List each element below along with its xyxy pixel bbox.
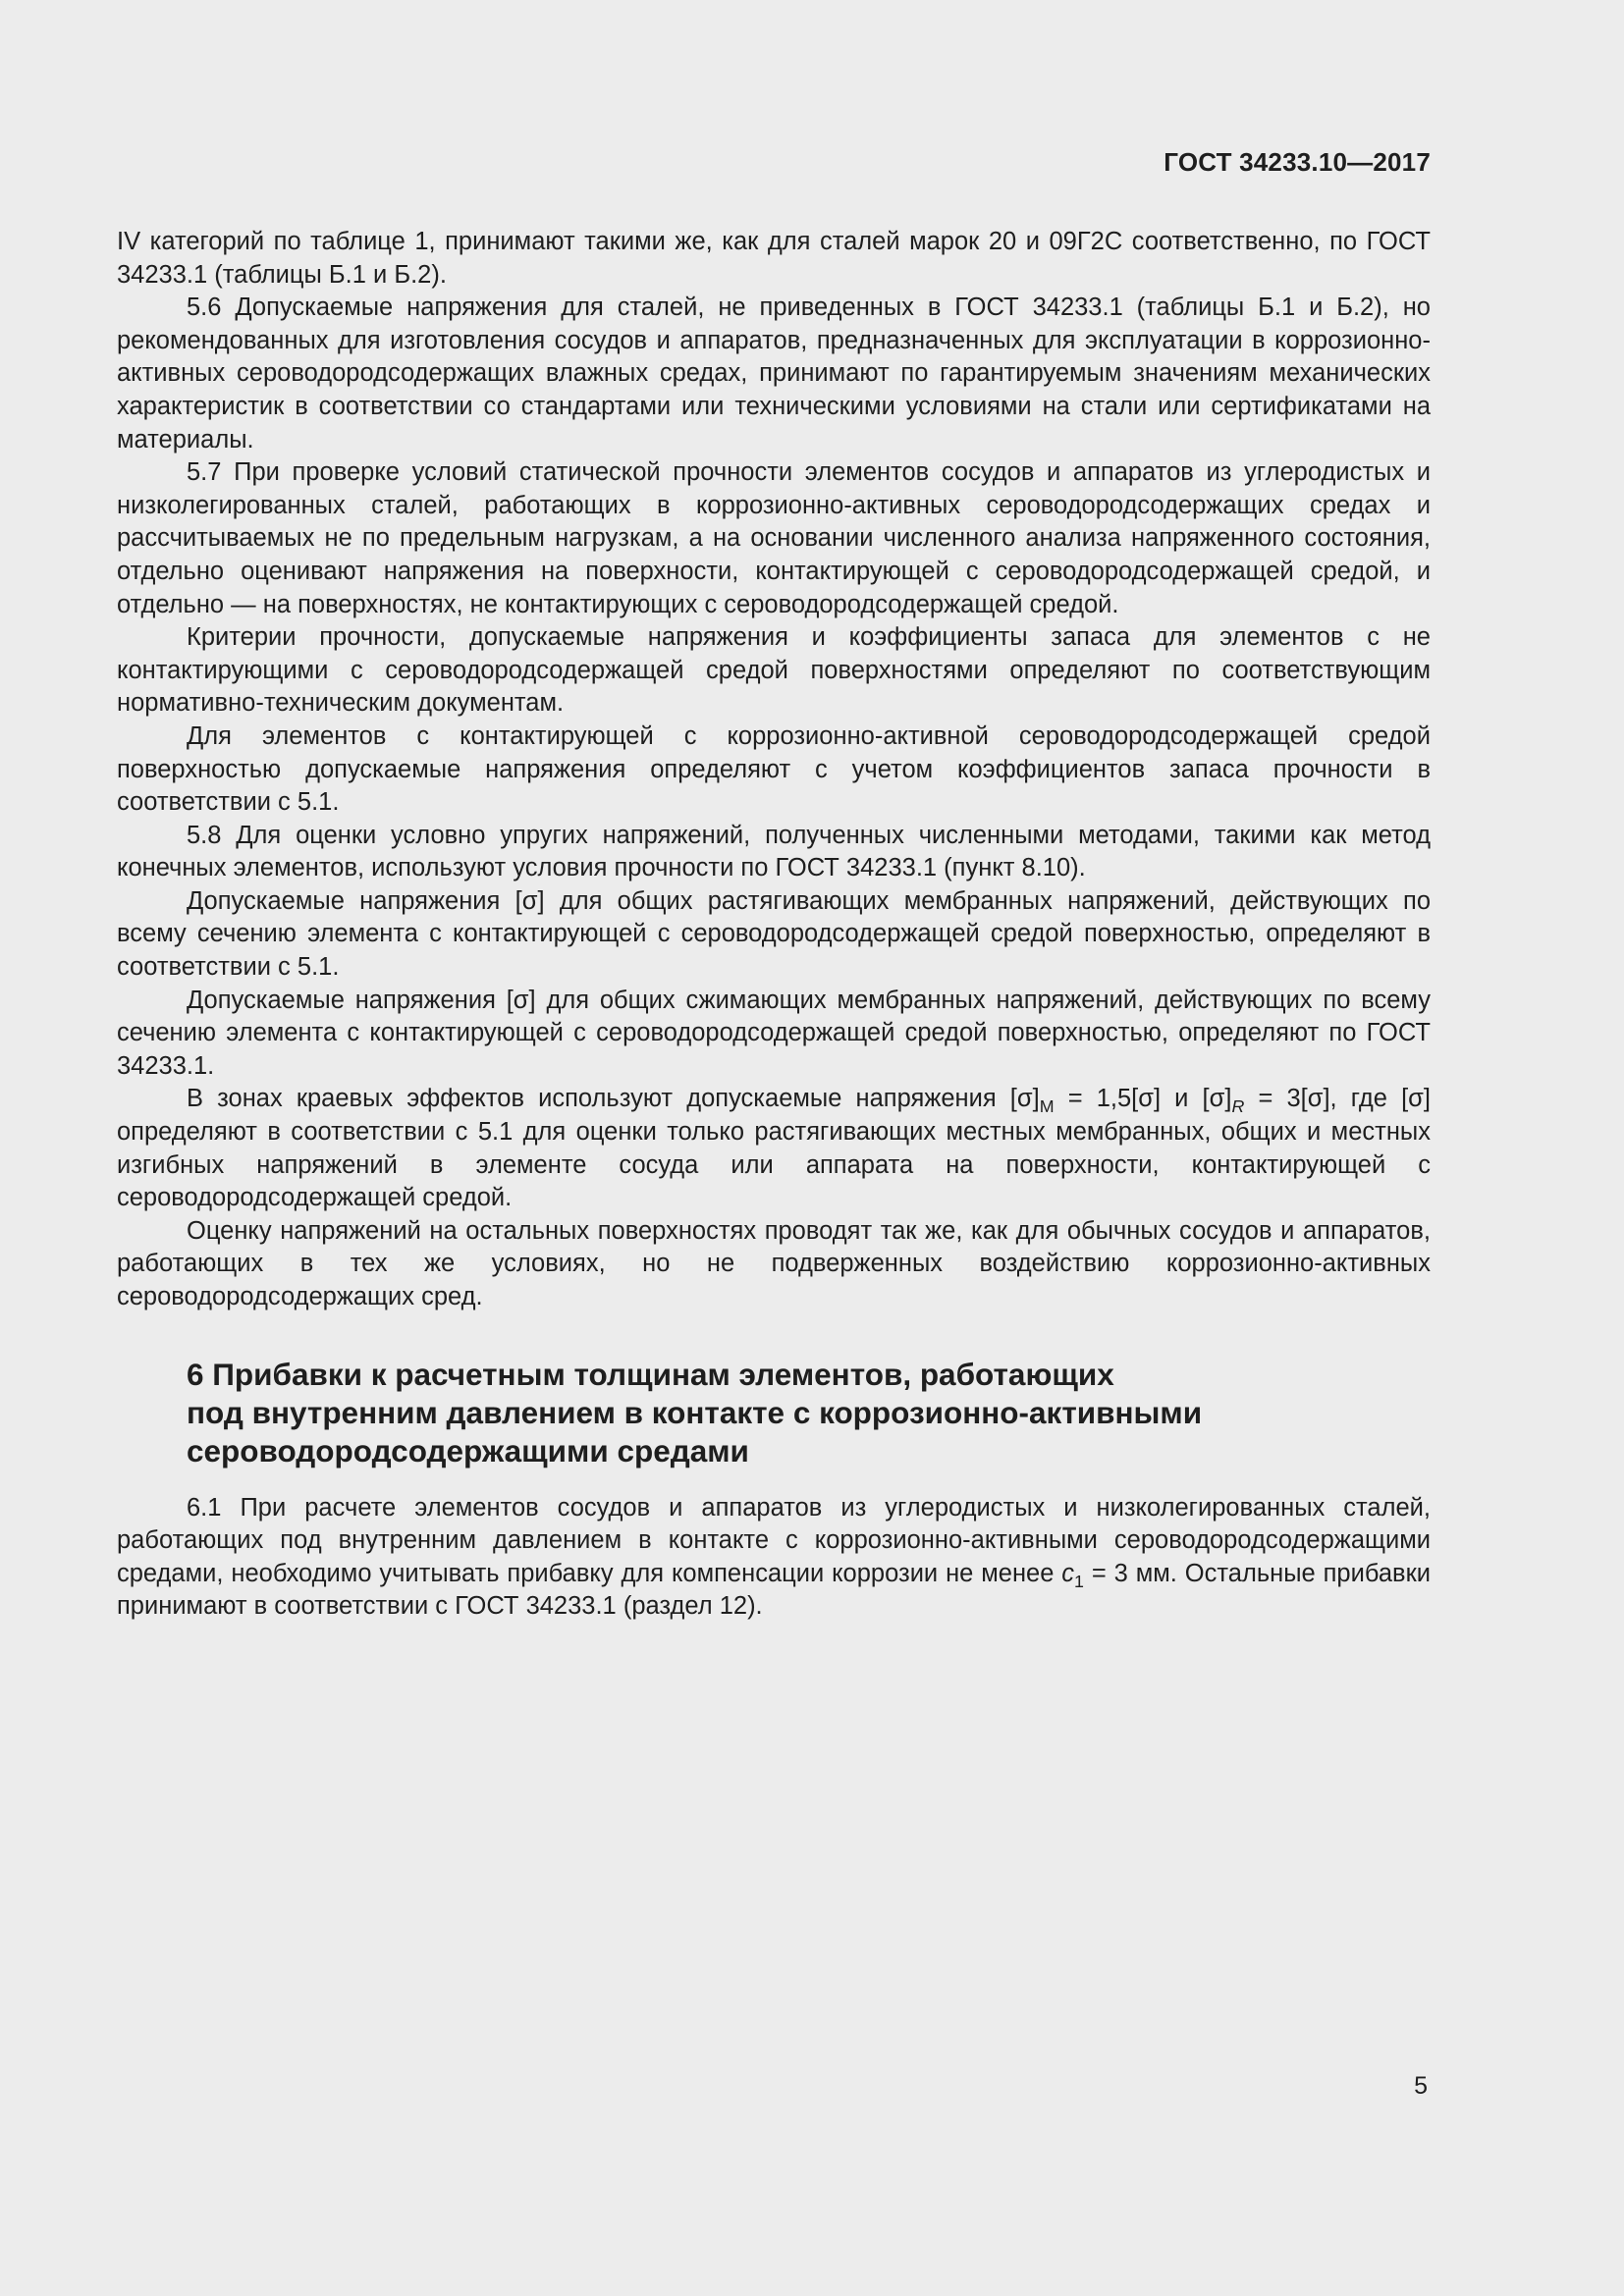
paragraph-edge-effects	[117, 1083, 1431, 1214]
subscript-r: R	[1231, 1096, 1245, 1117]
paragraph-6-1	[117, 1492, 1431, 1624]
document-header: ГОСТ 34233.10—2017	[1164, 147, 1431, 177]
page-body	[117, 226, 1431, 1624]
paragraph-6-1-text-1: 6.1 При расчете элементов сосудов и аппаратов из углеродистых и низколегированных сталей, работающих под внутренним давлением в контакте с коррозионно-активными сероводородсодержащими средами, необходимо учитывать прибавку для компенсации коррозии не менее	[117, 1493, 1431, 1587]
paragraph-6-1-text-2: = 3 мм. Остальные прибавки принимают в соответствии с ГОСТ 34233.1 (раздел 12).	[117, 1559, 1431, 1621]
edge-effects-text-2: = 1,5[σ] и [σ]	[1054, 1085, 1232, 1113]
subscript-1: 1	[1074, 1571, 1084, 1591]
paragraph-criteria: Критерии прочности, допускаемые напряжения и коэффициенты запаса для элементов с не контактирующими с сероводородсодержащей средой поверхностями определяют по соответствующим нормативно-техническим документам.	[117, 623, 1431, 718]
paragraph-continuation: IV категорий по таблице 1, принимают такими же, как для сталей марок 20 и 09Г2С соответственно, по ГОСТ 34233.1 (таблицы Б.1 и Б.2).	[117, 228, 1431, 289]
page-number: 5	[1414, 2072, 1428, 2100]
section-6-heading	[187, 1356, 1306, 1470]
paragraph-5-6: 5.6 Допускаемые напряжения для сталей, не приведенных в ГОСТ 34233.1 (таблицы Б.1 и Б.2), но рекомендованных для изготовления сосудов и аппаратов, предназначенных для эксплуатации в коррозионно-активных сероводородсодержащих влажных средах, принимают по гарантируемым значениям механических характеристик в соответствии со стандартами или техническими условиями на стали или сертификатами на материалы.	[117, 294, 1431, 454]
variable-c: c	[1061, 1559, 1075, 1587]
section-6-title-line-2: под внутренним давлением в контакте с коррозионно-активными	[187, 1394, 1203, 1430]
section-6-title-line-3: сероводородсодержащими средами	[187, 1432, 749, 1468]
subscript-m: M	[1039, 1096, 1055, 1117]
paragraph-5-7: 5.7 При проверке условий статической прочности элементов сосудов и аппаратов из углеродистых и низколегированных сталей, работающих в коррозионно-активных сероводородсодержащих средах и рассчитываемых не по предельным нагрузкам, а на основании численного анализа напряженного состояния, отдельно оценивают напряжения на поверхности, контактирующей с сероводородсодержащей средой, и отдельно — на поверхностях, не контактирующих с сероводородсодержащей средой.	[117, 458, 1431, 618]
edge-effects-text-3: = 3[σ], где [σ] определяют в соответствии с 5.1 для оценки только растягивающих местных мембранных, общих и местных изгибных напряжений в элементе сосуда или аппарата на поверхности, контактирующей с сероводородсодержащей средой.	[117, 1085, 1431, 1212]
edge-effects-text-1: В зонах краевых эффектов используют допускаемые напряжения [σ]	[187, 1085, 1040, 1113]
paragraph-5-8: 5.8 Для оценки условно упругих напряжений, полученных численными методами, такими как метод конечных элементов, используют условия прочности по ГОСТ 34233.1 (пункт 8.10).	[117, 821, 1431, 882]
paragraph-other-surfaces: Оценку напряжений на остальных поверхностях проводят так же, как для обычных сосудов и аппаратов, работающих в тех же условиях, но не подверженных воздействию коррозионно-активных сероводородсодержащих сред.	[117, 1216, 1431, 1310]
paragraph-contacting-elements: Для элементов с контактирующей с коррозионно-активной сероводородсодержащей средой поверхностью допускаемые напряжения определяют с учетом коэффициентов запаса прочности в соответствии с 5.1.	[117, 721, 1431, 817]
section-6-title-line-1: 6 Прибавки к расчетным толщинам элементов, работающих	[187, 1356, 1114, 1392]
paragraph-tensile-stresses: Допускаемые напряжения [σ] для общих растягивающих мембранных напряжений, действующих по всему сечению элемента с контактирующей с сероводородсодержащей средой поверхностью, определяют в соответствии с 5.1.	[117, 886, 1431, 982]
paragraph-compressive-stresses: Допускаемые напряжения [σ] для общих сжимающих мембранных напряжений, действующих по всему сечению элемента с контактирующей с сероводородсодержащей средой поверхностью, определяют по ГОСТ 34233.1.	[117, 986, 1431, 1080]
